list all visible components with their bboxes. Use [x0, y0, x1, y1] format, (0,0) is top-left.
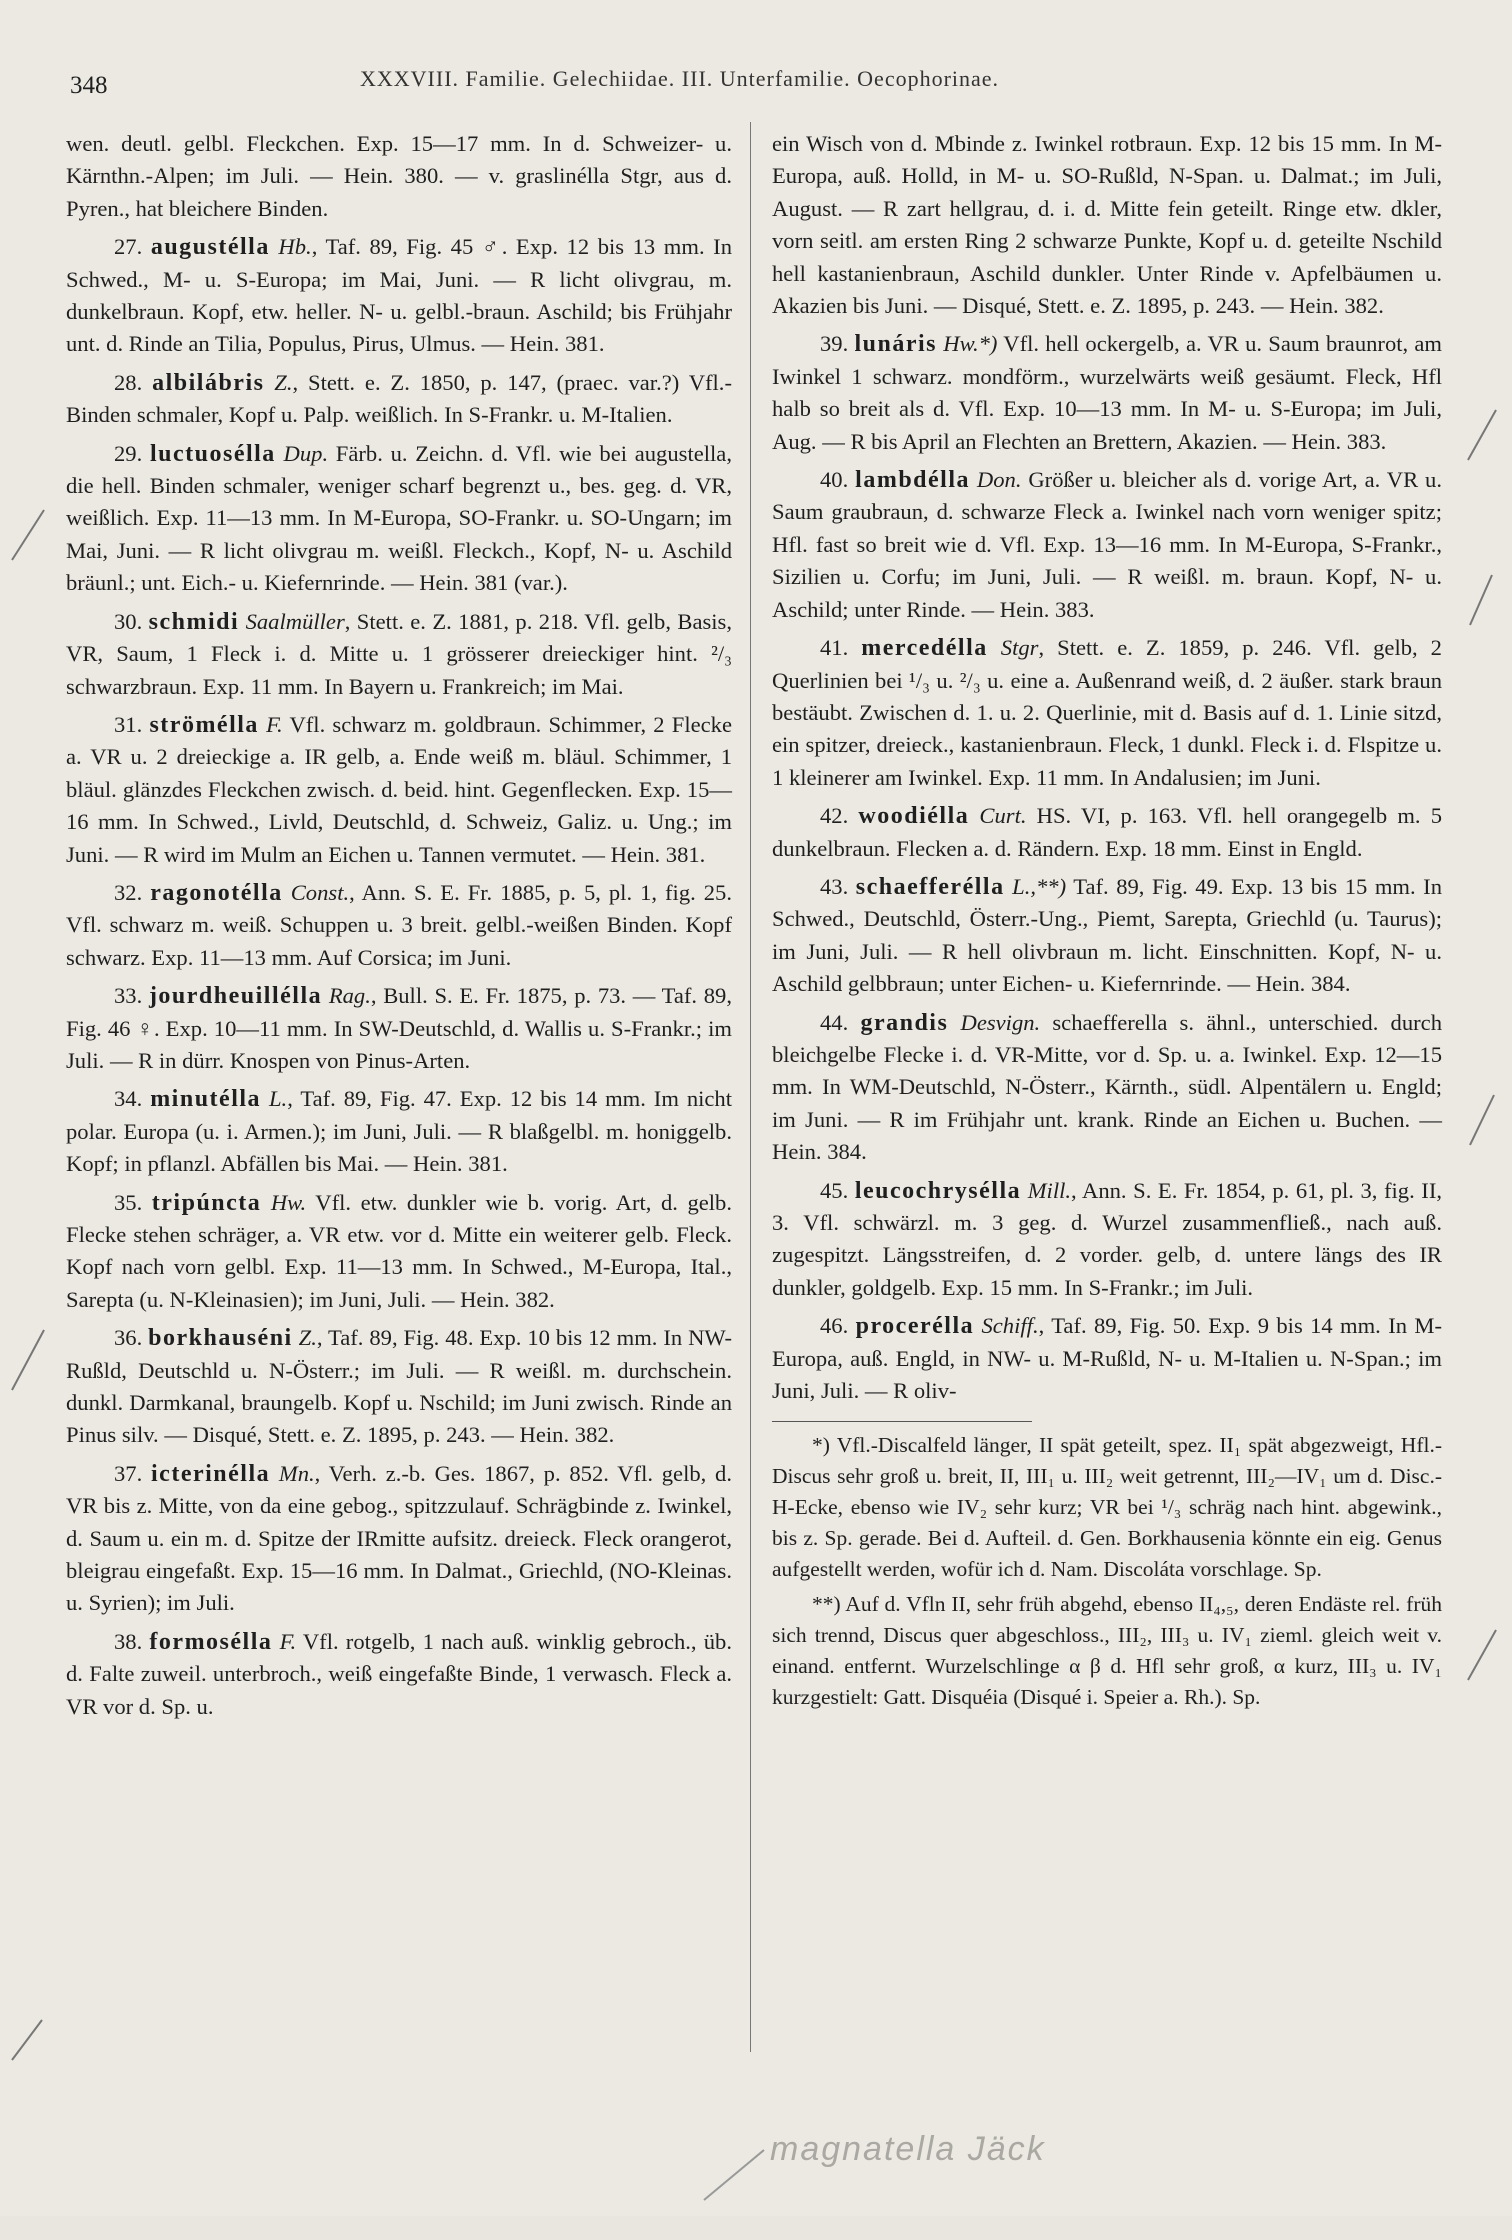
species-name: lunáris — [854, 331, 938, 358]
entry-text: Vfl. schwarz m. goldbraun. Schimmer, 2 Flecke a. VR u. 2 dreieckige a. IR gelb, a. Ende weiß m. bläul. Schimmer, 1 bläul. glänzdes Fleckchen zwisch. d. beid. hint. Gegenflecken. Exp. 15—16 mm. In Schwed., Livld, Deutschld, d. Schweiz, Galiz. u. Ung.; im Juni. — R wird im Mulm an Eichen u. Tannen vermutet. — Hein. 381. — [66, 711, 733, 867]
footnote-1: *) Vfl.-Discalfeld länger, II spät geteilt, spez. II₁ spät abgezweigt, Hfl.-Discus sehr groß u. breit, II, III₁ u. III₂ weit getrennt, III₂—IV₁ um d. Disc.-H-Ecke, ebenso wie IV₂ sehr kurz; VR bei ¹/₃ schräg nach hint. abgewink., bis z. Sp. gerade. Bei d. Aufteil. d. Gen. Borkhausenia könnte ein eig. Genus aufgestellt werden, wofür ich d. Nam. Discoláta vorschlage. Sp. — [772, 1433, 1442, 1582]
pencil-check-mark — [700, 2140, 770, 2240]
right-entry — [772, 1007, 1442, 1169]
entry-text: , Verh. z.-b. Ges. 1867, p. 852. Vfl. gelb, d. VR bis z. Mitte, von da eine gebog., spitzzulauf. Schrägbinde z. Iwinkel, d. Saum u. ein m. d. Spitze der IRmitte aufsitz. dreieck. Fleck orangerot, bleigrau eingefaßt. Exp. 15—16 mm. In Dalmat., Griechld, (NO-Kleinas. u. Syrien); im Juli. — [66, 1460, 732, 1616]
pencil-check-mark — [8, 500, 48, 600]
author-name: Const. — [290, 879, 350, 905]
species-name: grandis — [860, 1009, 949, 1036]
pencil-check-mark — [1462, 1085, 1502, 1185]
entry-text: , Taf. 89, Fig. 47. Exp. 12 bis 14 mm. Im nicht polar. Europa (u. i. Armen.); im Juni, Juli. — R blaßgelbl. m. honiggelb. Kopf; in pflanzl. Abfällen bis Mai. — Hein. 381. — [66, 1086, 732, 1177]
pencil-check-mark — [1462, 565, 1502, 665]
species-name: minutélla — [150, 1086, 262, 1113]
right-entry — [772, 464, 1442, 626]
author-name: L. — [268, 1086, 288, 1112]
left-entry — [66, 1626, 732, 1723]
entry-text: Größer u. bleicher als d. vorige Art, a. VR u. Saum graubraun, d. schwarze Fleck a. Iwinkel nach vorn weniger spitz; Hfl. fast so breit wie d. Vfl. Exp. 13—16 mm. In M-Europa, S-Frankr., Sizilien u. Corfu; im Juni, Juli. — R weißl. m. braun. Kopf, N- u. Aschild; unter Rinde. — Hein. 383. — [772, 467, 1442, 622]
entry-number: 30. — [114, 608, 143, 634]
right-entry — [772, 328, 1442, 458]
entry-text: , Taf. 89, Fig. 50. Exp. 9 bis 14 mm. In M-Europa, auß. Engld, in NW- u. M-Rußld, N- u. M-Italien u. N-Span.; im Juni, Juli. — R oliv- — [772, 1313, 1442, 1404]
footnote-2: **) Auf d. Vfln II, sehr früh abgehd, ebenso II₄,₅, deren Endäste rel. früh sich trennd, Discus quer abgeschloss., III₂, III₃ u. IV₁ zieml. gleich weit v. einand. entfernt. Wurzelschlinge α β d. Hfl sehr groß, α kurz, III₃ u. IV₁ kurzgestielt: Gatt. Disquéia (Disqué i. Speier a. Rh.). Sp. — [772, 1592, 1442, 1710]
species-name: formosélla — [149, 1628, 273, 1655]
left-entry — [66, 1083, 732, 1180]
species-name: icterinélla — [151, 1460, 271, 1487]
entry-number: 38. — [114, 1628, 143, 1654]
author-name: Z. — [274, 369, 293, 395]
entry-number: 39. — [820, 331, 849, 357]
author-name: Mill. — [1027, 1177, 1072, 1203]
author-name: Mn. — [278, 1460, 315, 1486]
author-name: Don. — [976, 467, 1022, 493]
entry-number: 36. — [114, 1325, 143, 1351]
entry-text: , Taf. 89, Fig. 48. Exp. 10 bis 12 mm. In NW-Rußld, Deutschld u. N-Österr.; im Juli. — R weißl. m. durchschein. dunkl. Darmkanal, braungelb. Kopf u. Nschild; im Juni zwisch. Rinde an Pinus silv. — Disqué, Stett. e. Z. 1895, p. 243. — Hein. 382. — [66, 1325, 732, 1448]
entry-text: , Stett. e. Z. 1859, p. 246. Vfl. gelb, 2 Querlinien bei ¹/₃ u. ²/₃ u. eine a. Außenrand weiß, d. 2 äußer. stark braun bestäubt. Zwischen d. 1. u. 2. Querlinie, mit d. Basis auf d. 1. Linie sitzd, ein spitzer, dreieck., kastanienbraun. Fleck, 1 dunkl. Fleck i. d. Flspitze u. 1 kleinerer am Iwinkel. Exp. 11 mm. In Andalusien; im Juni. — [772, 635, 1442, 790]
left-entry — [66, 367, 732, 432]
author-name: Curt. — [979, 803, 1027, 829]
species-name: luctuosélla — [149, 440, 276, 467]
entry-number: 32. — [114, 879, 143, 905]
left-entry — [66, 231, 732, 361]
species-name: tripúncta — [151, 1189, 262, 1216]
entry-number: 29. — [114, 440, 143, 466]
right-entry — [772, 800, 1442, 865]
left-column — [66, 128, 732, 1729]
entry-number: 44. — [820, 1009, 849, 1035]
pencil-check-mark — [1462, 1620, 1502, 1720]
author-name: Hw.*) — [943, 331, 998, 357]
entry-number: 34. — [114, 1086, 143, 1112]
entry-text: , Stett. e. Z. 1850, p. 147, (praec. var.?) Vfl.-Binden schmaler, Kopf u. Palp. weißlich. In S-Frankr. u. M-Italien. — [66, 369, 732, 428]
page-number: 348 — [70, 72, 108, 99]
entry-text: , Ann. S. E. Fr. 1885, p. 5, pl. 1, fig. 25. Vfl. schwarz m. weiß. Schuppen u. 3 breit. gelbl.-weißen Binden. Kopf schwarz. Exp. 11—13 mm. Auf Corsica; im Juni. — [66, 879, 732, 970]
author-name: F. — [266, 711, 283, 737]
left-entry — [66, 128, 732, 225]
entry-number: 33. — [114, 983, 143, 1009]
species-name: schmidi — [148, 608, 240, 635]
entry-text: , Stett. e. Z. 1881, p. 218. Vfl. gelb, Basis, VR, Saum, 1 Fleck i. d. Mitte u. 1 grösserer dreieckiger hint. ²/₃ schwarzbraun. Exp. 11 mm. In Bayern u. Frankreich; im Mai. — [66, 608, 732, 699]
entry-number: 45. — [820, 1177, 849, 1203]
right-entry — [772, 128, 1442, 322]
entry-number: 42. — [820, 803, 849, 829]
entry-text: , Ann. S. E. Fr. 1854, p. 61, pl. 3, fig. II, 3. Vfl. schwärzl. m. 3 geg. d. Wurzel zusammenfließ., nach auß. zugespitzt. Längsstreifen, d. 2 vorder. gelb, d. untere längs des IR dunkler, goldgelb. Exp. 15 mm. In S-Frankr.; im Juli. — [772, 1177, 1443, 1300]
author-name: L.,**) — [1012, 873, 1067, 899]
entry-text: , Taf. 89, Fig. 45 ♂. Exp. 12 bis 13 mm. In Schwed., M- u. S-Europa; im Mai, Juni. — R licht olivgrau, m. dunkelbraun. Kopf, etw. heller. N- u. gelbl.-braun. Aschild; bis Frühjahr unt. d. Rinde an Tilia, Populus, Pirus, Ulmus. — Hein. 381. — [66, 234, 732, 357]
species-name: ragonotélla — [150, 879, 283, 906]
footnote-rule — [772, 1421, 1032, 1422]
pencil-check-mark — [8, 1320, 48, 1420]
species-name: mercedélla — [861, 635, 988, 662]
author-name: F. — [279, 1628, 297, 1654]
species-name: procerélla — [855, 1313, 975, 1340]
pencil-annotation: magnatella Jäck — [770, 2130, 1046, 2168]
entry-text: wen. deutl. gelbl. Fleckchen. Exp. 15—17 mm. In d. Schweizer- u. Kärnthn.-Alpen; im Juli. — Hein. 380. — v. graslinélla Stgr, aus d. Pyren., hat bleichere Binden. — [66, 131, 732, 221]
entry-number: 28. — [114, 369, 143, 395]
author-name: Stgr — [1000, 635, 1039, 661]
right-entry — [772, 1175, 1442, 1305]
entry-number: 43. — [820, 873, 849, 899]
author-name: Hw. — [270, 1189, 307, 1215]
entry-number: 31. — [114, 711, 143, 737]
right-entry — [772, 871, 1442, 1001]
left-entry — [66, 1322, 732, 1452]
species-name: borkhauséni — [148, 1325, 293, 1352]
right-entry — [772, 632, 1442, 794]
column-divider — [750, 122, 751, 2052]
left-entry — [66, 877, 732, 974]
author-name: Dup. — [283, 440, 329, 466]
left-entry — [66, 606, 732, 703]
entry-number: 41. — [820, 635, 849, 661]
left-entry — [66, 1458, 732, 1620]
entry-number: 46. — [820, 1313, 849, 1339]
entry-number: 37. — [114, 1460, 143, 1486]
author-name: Schiff. — [981, 1313, 1039, 1339]
left-entry — [66, 709, 732, 871]
right-entries — [772, 128, 1442, 1407]
species-name: schaefferélla — [855, 873, 1005, 900]
species-name: leucochrysélla — [854, 1177, 1022, 1204]
entry-text: schaefferella s. ähnl., unterschied. durch bleichgelbe Flecke i. d. VR-Mitte, vor d. Sp. u. a. Iwinkel. Exp. 12—15 mm. In WM-Deutschld, N-Österr., Kärnth., südl. Alpentälern u. Engld; im Juni. — R im Frühjahr unt. krank. Rinde an Eichen u. Buchen. — Hein. 384. — [772, 1009, 1443, 1165]
entry-text: Taf. 89, Fig. 49. Exp. 13 bis 15 mm. In Schwed., Deutschld, Österr.-Ung., Piemt, Sarepta, Griechld (u. Taurus); im Juni, Juli. — R hell olivbraun m. licht. Einschnitten. Kopf, N- u. Aschild gelbbraun; unter Eichen- u. Kiefernrinde. — Hein. 384. — [772, 873, 1442, 997]
entry-text: HS. VI, p. 163. Vfl. hell orangegelb m. 5 dunkelbraun. Flecken a. d. Rändern. Exp. 18 mm. Einst in Engld. — [772, 803, 1443, 861]
left-entry — [66, 1187, 732, 1317]
entry-number: 27. — [114, 234, 143, 260]
entry-number: 35. — [114, 1189, 143, 1215]
right-entry — [772, 1310, 1442, 1407]
pencil-check-mark — [1462, 400, 1502, 500]
species-name: strömélla — [149, 711, 259, 738]
left-entry — [66, 980, 732, 1077]
entry-text: Vfl. etw. dunkler wie b. vorig. Art, d. gelb. Flecke stehen schräger, a. VR etw. vor d. Mitte ein weiterer gelb. Fleck. Kopf nach vorn gelbl. Exp. 11—13 mm. In Schwed., M-Europa, Ital., Sarepta (u. N-Kleinasien); im Juni, Juli. — Hein. 382. — [66, 1189, 732, 1312]
page-header — [70, 62, 1450, 102]
author-name: Desvign. — [960, 1009, 1041, 1035]
entry-number: 40. — [820, 467, 849, 493]
species-name: jourdheuillélla — [148, 983, 323, 1010]
author-name: Hb. — [278, 234, 312, 260]
entry-text: Vfl. rotgelb, 1 nach auß. winklig gebroch., üb. d. Falte zuweil. unterbroch., weiß eingefaßte Binde, 1 verwasch. Fleck a. VR vor d. Sp. u. — [66, 1628, 732, 1719]
right-column — [772, 128, 1442, 1713]
left-entry — [66, 438, 732, 600]
species-name: woodiélla — [858, 803, 970, 830]
species-name: lambdélla — [855, 467, 970, 494]
author-name: Rag. — [328, 983, 371, 1009]
author-name: Saalmüller — [245, 608, 345, 634]
entry-text: ein Wisch von d. Mbinde z. Iwinkel rotbraun. Exp. 12 bis 15 mm. In M-Europa, auß. Holld, in M- u. SO-Rußld, N-Span. u. Dalmat.; im Juli, August. — R zart hellgrau, d. i. d. Mitte fein geteilt. Ringe etw. dkler, vorn seitl. am ersten Ring 2 schwarze Punkte, Kopf u. d. geteilte Nschild hell kastanienbraun, Aschild dunkler. Unter Rinde v. Apfelbäumen u. Akazien bis Juni. — Disqué, Stett. e. Z. 1895, p. 243. — Hein. 382. — [772, 131, 1442, 319]
species-name: augustélla — [150, 234, 270, 261]
species-name: albilábris — [152, 369, 265, 396]
pencil-check-mark — [8, 2000, 48, 2100]
author-name: Z. — [298, 1325, 317, 1351]
running-title: XXXVIII. Familie. Gelechiidae. III. Unterfamilie. Oecophorinae. — [360, 66, 1000, 91]
entry-text: , Bull. S. E. Fr. 1875, p. 73. — Taf. 89, Fig. 46 ♀. Exp. 10—11 mm. In SW-Deutschld, d. Wallis u. S-Frankr.; im Juli. — R in dürr. Knospen von Pinus-Arten. — [66, 983, 732, 1073]
entry-text: Vfl. hell ockergelb, a. VR u. Saum braunrot, am Iwinkel 1 schwarz. mondförm., wurzelwärts weiß gesäumt. Fleck, Hfl halb so breit als d. Vfl. Exp. 10—13 mm. In M- u. S-Europa; im Juli, Aug. — R bis April an Flechten an Brettern, Akazien. — Hein. 383. — [772, 331, 1443, 454]
entry-text: Färb. u. Zeichn. d. Vfl. wie bei augustella, die hell. Binden schmaler, weniger scharf begrenzt u., bes. geg. d. VR, weißlich. Exp. 11—13 mm. In M-Europa, SO-Frankr. u. SO-Ungarn; im Mai, Juni. — R licht olivgrau m. weißl. Fleckch., Kopf, N- u. Aschild bräunl.; unt. Eich.- u. Kiefernrinde. — Hein. 381 (var.). — [66, 440, 732, 596]
